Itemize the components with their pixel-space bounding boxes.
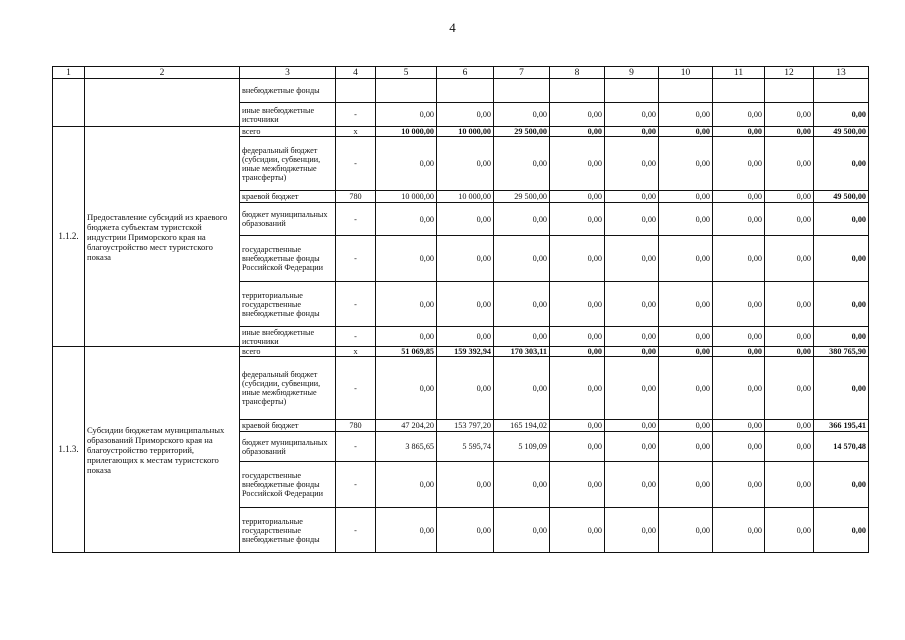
funding-source: территориальные государственные внебюджетные фонды [240,508,336,553]
amount-cell [550,79,605,103]
amount-cell: 0,00 [605,347,659,357]
amount-cell: 0,00 [550,327,605,347]
amount-cell: 0,00 [494,236,550,282]
column-number: 4 [336,67,376,79]
amount-cell: 0,00 [765,327,814,347]
column-number: 3 [240,67,336,79]
amount-cell: 0,00 [494,103,550,127]
amount-cell: 0,00 [550,432,605,462]
kbk-code: 780 [336,191,376,203]
amount-cell: 0,00 [814,103,869,127]
amount-cell [376,79,437,103]
amount-cell: 0,00 [659,347,713,357]
amount-cell: 0,00 [713,327,765,347]
amount-cell: 0,00 [494,282,550,327]
amount-cell [713,79,765,103]
amount-cell: 0,00 [550,282,605,327]
amount-cell [814,79,869,103]
amount-cell: 0,00 [550,137,605,191]
funding-source: иные внебюджетные источники [240,103,336,127]
kbk-code: - [336,236,376,282]
amount-cell: 0,00 [550,191,605,203]
amount-cell: 0,00 [765,420,814,432]
amount-cell: 0,00 [765,103,814,127]
amount-cell: 153 797,20 [437,420,494,432]
amount-cell: 47 204,20 [376,420,437,432]
amount-cell: 0,00 [713,462,765,508]
amount-cell: 0,00 [605,236,659,282]
amount-cell [437,79,494,103]
amount-cell: 0,00 [765,357,814,420]
amount-cell: 0,00 [437,236,494,282]
amount-cell: 10 000,00 [437,191,494,203]
kbk-code: - [336,137,376,191]
amount-cell: 14 570,48 [814,432,869,462]
amount-cell: 0,00 [713,137,765,191]
amount-cell [765,79,814,103]
item-code: 1.1.2. [53,127,85,347]
amount-cell: 10 000,00 [376,127,437,137]
amount-cell: 29 500,00 [494,127,550,137]
amount-cell: 0,00 [605,137,659,191]
kbk-code: x [336,347,376,357]
amount-cell: 0,00 [494,137,550,191]
amount-cell: 0,00 [713,432,765,462]
budget-table [52,66,869,553]
column-number: 9 [605,67,659,79]
amount-cell: 0,00 [814,462,869,508]
amount-cell: 0,00 [765,137,814,191]
column-number: 1 [53,67,85,79]
amount-cell: 0,00 [437,357,494,420]
amount-cell: 0,00 [494,357,550,420]
amount-cell: 5 595,74 [437,432,494,462]
amount-cell: 0,00 [765,508,814,553]
funding-source: всего [240,347,336,357]
amount-cell: 0,00 [814,203,869,236]
amount-cell: 170 303,11 [494,347,550,357]
amount-cell: 0,00 [765,203,814,236]
amount-cell: 0,00 [713,103,765,127]
amount-cell: 0,00 [550,347,605,357]
amount-cell: 0,00 [814,357,869,420]
amount-cell: 0,00 [765,347,814,357]
amount-cell: 51 069,85 [376,347,437,357]
amount-cell: 0,00 [605,327,659,347]
amount-cell: 0,00 [437,103,494,127]
amount-cell: 0,00 [376,508,437,553]
total-row [53,347,869,357]
kbk-code: 780 [336,420,376,432]
kbk-code: - [336,327,376,347]
item-name-cell [85,79,240,127]
funding-source: внебюджетные фонды [240,79,336,103]
amount-cell: 0,00 [713,127,765,137]
amount-cell: 0,00 [713,282,765,327]
amount-cell: 0,00 [605,420,659,432]
amount-cell: 10 000,00 [437,127,494,137]
funding-source: краевой бюджет [240,420,336,432]
kbk-code: - [336,462,376,508]
column-number: 8 [550,67,605,79]
amount-cell: 0,00 [376,462,437,508]
column-number: 2 [85,67,240,79]
amount-cell: 0,00 [713,236,765,282]
amount-cell: 0,00 [605,103,659,127]
amount-cell: 49 500,00 [814,191,869,203]
amount-cell: 0,00 [659,236,713,282]
funding-source: бюджет муниципальных образований [240,432,336,462]
amount-cell: 49 500,00 [814,127,869,137]
amount-cell: 0,00 [765,462,814,508]
amount-cell: 0,00 [713,420,765,432]
kbk-code [336,79,376,103]
amount-cell: 10 000,00 [376,191,437,203]
funding-source: бюджет муниципальных образований [240,203,336,236]
amount-cell: 0,00 [814,508,869,553]
amount-cell: 366 195,41 [814,420,869,432]
amount-cell: 0,00 [713,357,765,420]
amount-cell: 0,00 [550,103,605,127]
amount-cell: 0,00 [814,137,869,191]
column-number: 5 [376,67,437,79]
column-number: 12 [765,67,814,79]
item-name: Субсидии бюджетам муниципальных образований Приморского края на благоустройство территорий, прилегающих к местам туристского показа [85,347,240,553]
amount-cell: 0,00 [437,508,494,553]
column-number-row [53,67,869,79]
item-name: Предоставление субсидий из краевого бюджета субъектам туристской индустрии Приморского края на благоустройство мест туристского показа [85,127,240,347]
amount-cell: 0,00 [713,203,765,236]
kbk-code: - [336,282,376,327]
amount-cell: 0,00 [376,103,437,127]
amount-cell: 0,00 [605,432,659,462]
column-number: 7 [494,67,550,79]
amount-cell: 0,00 [376,357,437,420]
amount-cell: 0,00 [550,357,605,420]
amount-cell: 0,00 [605,191,659,203]
amount-cell: 0,00 [659,127,713,137]
amount-cell: 0,00 [605,508,659,553]
amount-cell: 0,00 [376,137,437,191]
amount-cell: 0,00 [376,236,437,282]
amount-cell: 0,00 [713,508,765,553]
amount-cell: 0,00 [605,127,659,137]
amount-cell: 0,00 [437,203,494,236]
table-row [53,79,869,103]
amount-cell: 0,00 [494,203,550,236]
amount-cell: 159 392,94 [437,347,494,357]
amount-cell: 0,00 [659,420,713,432]
amount-cell: 0,00 [814,236,869,282]
column-number: 11 [713,67,765,79]
amount-cell: 0,00 [659,508,713,553]
amount-cell: 0,00 [659,137,713,191]
item-code-cell [53,79,85,127]
funding-source: государственные внебюджетные фонды Российской Федерации [240,462,336,508]
amount-cell: 0,00 [814,327,869,347]
amount-cell: 0,00 [765,191,814,203]
amount-cell: 0,00 [659,203,713,236]
kbk-code: - [336,357,376,420]
amount-cell: 0,00 [376,327,437,347]
column-number: 10 [659,67,713,79]
kbk-code: - [336,203,376,236]
amount-cell: 5 109,09 [494,432,550,462]
amount-cell: 0,00 [659,191,713,203]
amount-cell [605,79,659,103]
amount-cell: 0,00 [814,282,869,327]
amount-cell [659,79,713,103]
amount-cell: 0,00 [659,327,713,347]
amount-cell: 0,00 [713,191,765,203]
item-code: 1.1.3. [53,347,85,553]
funding-source: территориальные государственные внебюджетные фонды [240,282,336,327]
page-number: 4 [449,20,456,35]
column-number: 13 [814,67,869,79]
amount-cell: 0,00 [659,432,713,462]
amount-cell: 0,00 [765,127,814,137]
total-row [53,127,869,137]
kbk-code: - [336,103,376,127]
kbk-code: - [336,432,376,462]
funding-source: федеральный бюджет (субсидии, субвенции, иные межбюджетные трансферты) [240,137,336,191]
amount-cell: 0,00 [437,327,494,347]
amount-cell: 0,00 [605,462,659,508]
amount-cell: 0,00 [376,203,437,236]
amount-cell: 3 865,65 [376,432,437,462]
amount-cell: 0,00 [550,462,605,508]
amount-cell: 0,00 [494,327,550,347]
amount-cell: 0,00 [550,420,605,432]
amount-cell: 0,00 [437,282,494,327]
amount-cell: 0,00 [765,236,814,282]
funding-source: федеральный бюджет (субсидии, субвенции, иные межбюджетные трансферты) [240,357,336,420]
funding-source: иные внебюджетные источники [240,327,336,347]
amount-cell: 0,00 [605,357,659,420]
amount-cell: 0,00 [550,236,605,282]
amount-cell: 0,00 [659,357,713,420]
amount-cell: 0,00 [713,347,765,357]
amount-cell: 380 765,90 [814,347,869,357]
kbk-code: x [336,127,376,137]
amount-cell: 0,00 [376,282,437,327]
amount-cell: 0,00 [659,282,713,327]
kbk-code: - [336,508,376,553]
funding-source: всего [240,127,336,137]
amount-cell: 165 194,02 [494,420,550,432]
amount-cell: 0,00 [494,462,550,508]
amount-cell: 0,00 [494,508,550,553]
amount-cell: 0,00 [437,137,494,191]
amount-cell: 0,00 [605,282,659,327]
amount-cell: 0,00 [765,432,814,462]
amount-cell: 0,00 [659,462,713,508]
funding-source: краевой бюджет [240,191,336,203]
amount-cell: 29 500,00 [494,191,550,203]
amount-cell: 0,00 [659,103,713,127]
amount-cell: 0,00 [605,203,659,236]
amount-cell: 0,00 [550,508,605,553]
amount-cell: 0,00 [550,203,605,236]
funding-source: государственные внебюджетные фонды Российской Федерации [240,236,336,282]
amount-cell [494,79,550,103]
amount-cell: 0,00 [765,282,814,327]
amount-cell: 0,00 [437,462,494,508]
column-number: 6 [437,67,494,79]
amount-cell: 0,00 [550,127,605,137]
